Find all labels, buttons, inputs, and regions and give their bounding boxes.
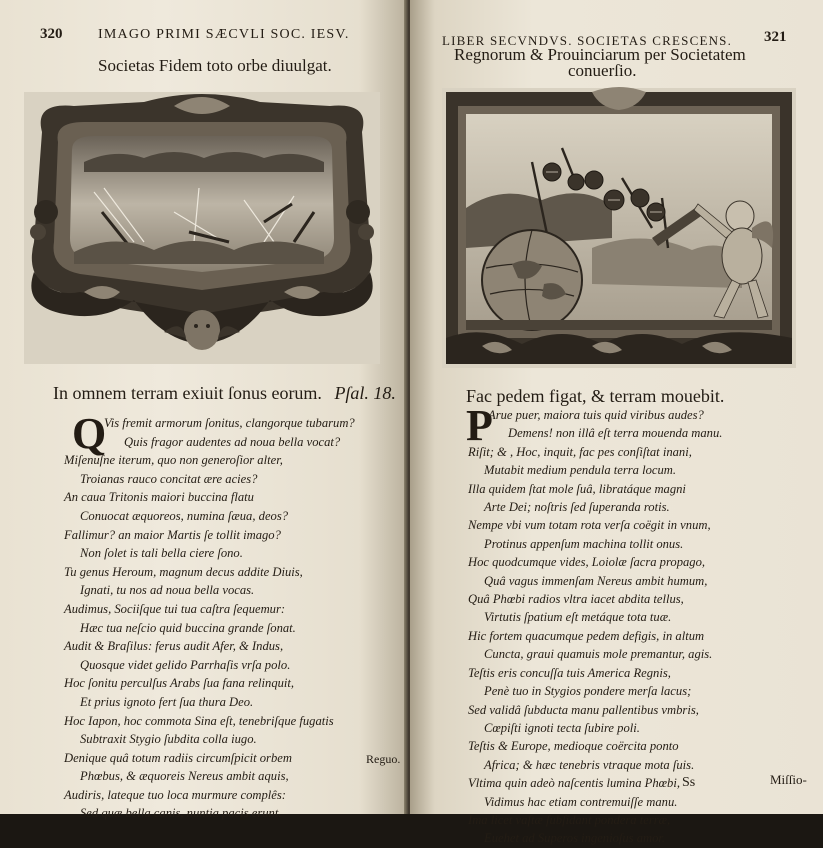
emblem-engraving-trumpets xyxy=(24,92,380,364)
signature-mark: Ss xyxy=(682,775,696,790)
verse-line: Et prius ignoto fert ſua thura Deo. xyxy=(80,694,254,709)
verse-line: Hoc Iapon, hoc commota Sina eſt, tenebriſque fugatis xyxy=(64,713,334,728)
verse-line: Fallimur? an maior Martis ſe tollit imago? xyxy=(64,527,281,542)
verse-line: Audit & Braſilus: ferus audit Afer, & Indus, xyxy=(64,639,284,654)
verse-line: Africa; & hæc tenebris vtraque mota ſuis. xyxy=(484,757,695,772)
verse-line: Phœbus, & æquoreis Nereus ambit aquis, xyxy=(80,769,289,784)
verse-line: Subtraxit Stygio ſubdita colla iugo. xyxy=(80,732,257,747)
verse-line: Hic fortem quacumque pedem defigis, in altum xyxy=(468,628,705,643)
page-number: 320 xyxy=(40,26,63,42)
verse-line: Quis fragor audentes ad noua bella vocat? xyxy=(124,434,341,449)
verse-line: Teſtis eris concuſſa tuis America Regnis, xyxy=(468,665,671,680)
verse-line: Teſtis & Europe, medioque coërcita ponto xyxy=(468,739,679,754)
right-page xyxy=(410,0,823,846)
verse-line: Hæc tua neſcio quid buccina grande ſonat. xyxy=(80,620,296,635)
left-page xyxy=(0,0,408,821)
running-head: LIBER SECVNDVS. SOCIETAS CRESCENS. xyxy=(442,33,733,48)
verse-line: Audiris, lateque tuo loca murmure complês: xyxy=(64,787,286,802)
page-number: 321 xyxy=(764,29,787,45)
verse-line: Vltima quin adeò naſcentis lumina Phœbi, xyxy=(468,776,680,791)
verse-line: Arue puer, maiora tuis quid viribus audes? xyxy=(488,408,704,422)
emblem-subtitle: Societas Fidem toto orbe diuulgat. xyxy=(98,56,332,75)
verse-line: Troianas rauco concitat ære acies? xyxy=(80,471,258,486)
emblem-subtitle-line2: conuerſio. xyxy=(568,61,637,80)
verse-line: Mutabit medium pendula terra locum. xyxy=(484,463,677,478)
epigram-verses xyxy=(64,409,355,823)
verse-line: Denique quâ totum radiis circumſpicit orbem xyxy=(64,750,292,765)
verse-line: Tu genus Heroum, magnum decus addite Diuis, xyxy=(64,564,303,579)
verse-line: Protinus appenſum machina tollit onus. xyxy=(484,536,684,551)
verse-line: Conuocat æquoreos, numina ſæua, deos? xyxy=(80,508,289,523)
verse-line: An caua Tritonis maiori buccina flatu xyxy=(64,490,254,505)
verse-line: Vis fremit armorum ſonitus, clangorque tubarum? xyxy=(104,416,355,430)
verse-line: Arte Dei; noſtris ſed ſuperanda rotis. xyxy=(484,500,670,515)
running-head: IMAGO PRIMI SÆCVLI SOC. IESV. xyxy=(98,27,350,42)
verse-line: Ignati, tu nos ad noua bella vocas. xyxy=(80,583,255,598)
verse-line: Hoc ſonitu perculſus Arabs ſua fana relinquit, xyxy=(64,676,295,691)
verse-line: Quâ Phœbi radios vltra iacet abdita tellus, xyxy=(468,592,684,607)
emblem-subtitle-line1: Regnorum & Prouinciarum per Societatem xyxy=(454,45,746,64)
verse-line: Audimus, Sociiſque tui tua caſtra ſequemur: xyxy=(64,601,286,616)
verse-line: Illa quidem ſtat mole ſuâ, libratáque magni xyxy=(468,481,686,496)
verse-line: Quâ vagus immenſam Nereus ambit humum, xyxy=(484,573,708,588)
emblem-engraving-cherub-globe xyxy=(442,88,796,368)
verse-line: Demens! non illâ eſt terra mouenda manu. xyxy=(508,426,723,441)
verse-line: Euehet ad Superos ingenioſus amor. xyxy=(484,831,666,846)
drop-cap: P xyxy=(466,401,493,450)
verse-line: Hoc quodcumque vides, Loiolæ ſacra propago, xyxy=(468,555,706,570)
verse-line: Miſenuſne iterum, quo non generoſior alter, xyxy=(64,453,283,468)
verse-line: Cœpiſti ignoti tecta ſubire poli. xyxy=(484,720,640,735)
verse-line: Penè tuo in Stygios pondere merſa lacus; xyxy=(484,684,692,699)
drop-cap: Q xyxy=(72,409,107,458)
motto-reference: Pſal. 18. xyxy=(334,383,396,403)
catchword: Miſſio- xyxy=(770,772,807,787)
catchword: Reguo. xyxy=(366,752,401,766)
emblem-motto: Fac pedem figat, & terram mouebit. xyxy=(466,386,725,406)
verse-line: Vidimus hac etiam contremuiſſe manu. xyxy=(484,794,678,809)
verse-line: Ima licet vaſtæ ſubſidant pondera terræ, xyxy=(468,812,671,827)
verse-line: Riſit; & , Hoc, inquit, fac pes conſiſtat inani, xyxy=(468,444,692,459)
verse-line: Sed validâ ſubducta manu pallentibus vmbris, xyxy=(468,702,699,717)
emblem-motto: In omnem terram exiuit ſonus eorum. Pſal. 18. xyxy=(53,383,396,403)
verse-line: Sed quæ bella canis, nuntia pacis erunt. xyxy=(80,806,282,821)
verse-line: Quosque videt gelido Parrhaſis vrſa polo. xyxy=(80,657,291,672)
verse-line: Nempe vbi vum totam rota verſa coëgit in vnum, xyxy=(468,518,711,533)
verse-line: Virtutis ſpatium eſt metáque tota tuæ. xyxy=(484,610,672,625)
verse-line: Cuncta, graui quamuis mole premantur, agis. xyxy=(484,647,713,662)
verse-line: Non ſolet is tali bella ciere ſono. xyxy=(80,546,243,561)
